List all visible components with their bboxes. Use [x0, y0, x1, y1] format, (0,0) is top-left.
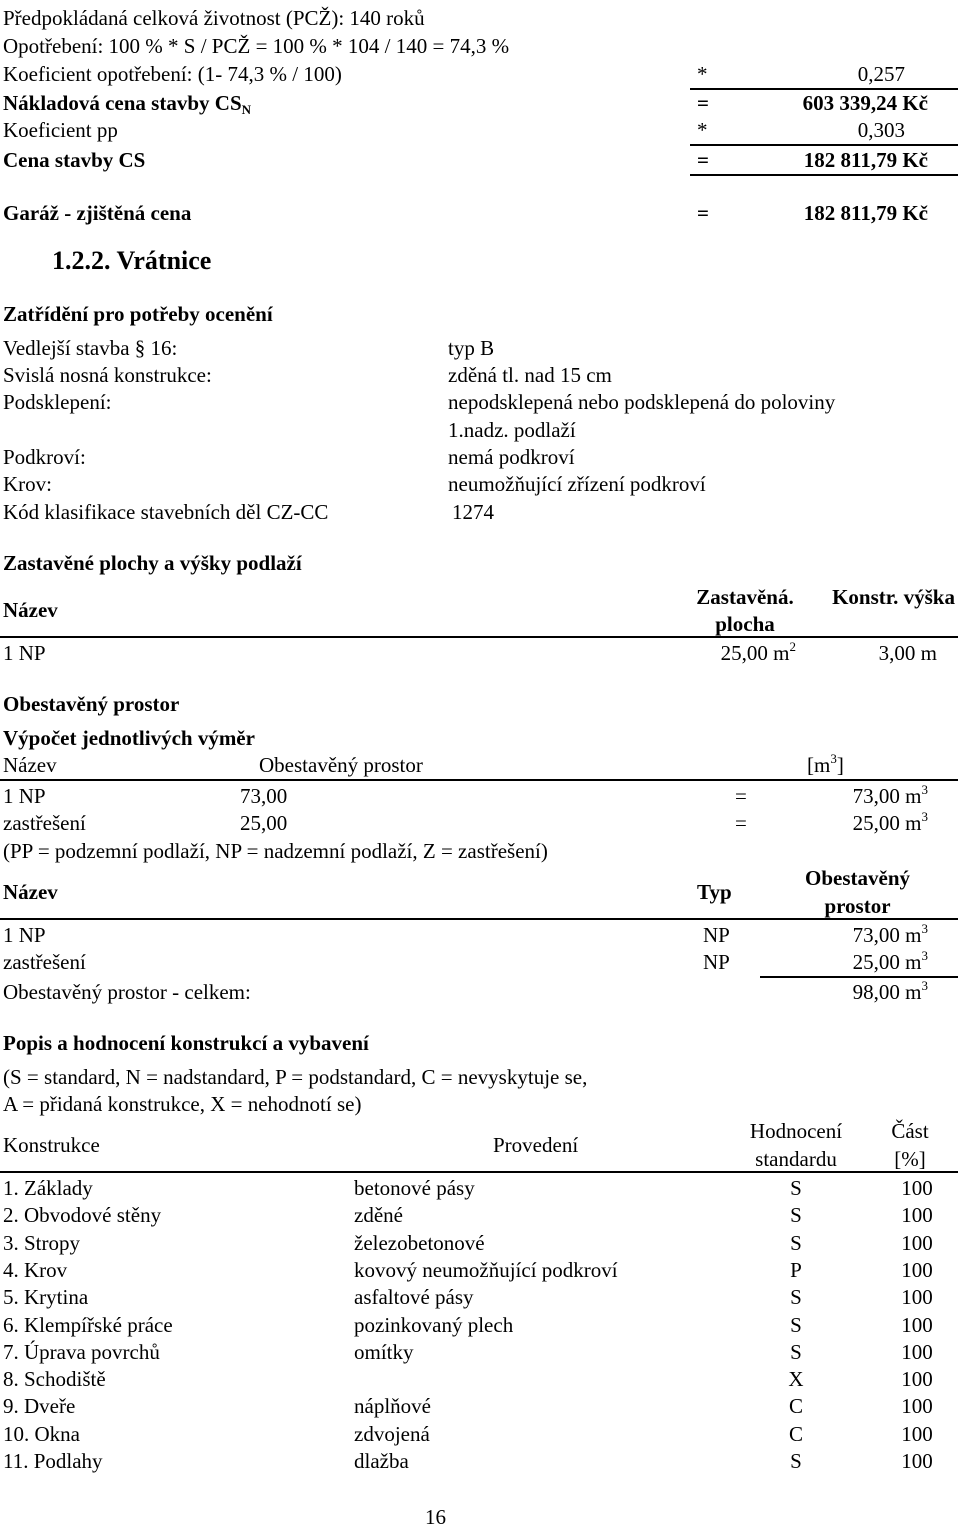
price-value: 182 811,79 Kč	[803, 148, 928, 172]
summary-col-volume-line2: prostor	[824, 894, 891, 918]
classification-label: Kód klasifikace stavebních děl CZ-CC	[3, 500, 329, 524]
volume-row-name: 1 NP	[3, 784, 46, 808]
construction-execution: zděné	[354, 1203, 403, 1227]
construction-part: 100	[901, 1258, 933, 1282]
volume-row-operator: =	[735, 811, 747, 835]
classification-value: nepodsklepená nebo podsklepená do poloviny	[448, 390, 836, 414]
classification-value: nemá podkroví	[448, 445, 575, 469]
pp-label: Koeficient pp	[3, 118, 118, 142]
construction-rating: S	[790, 1231, 802, 1255]
construction-execution: betonové pásy	[354, 1176, 475, 1200]
divider	[0, 636, 958, 638]
volume-row-result: 25,00 $m^3$	[852, 809, 928, 835]
construction-part: 100	[901, 1340, 933, 1364]
construction-execution: zdvojená	[354, 1422, 430, 1446]
volume-row-expression: 73,00	[240, 784, 288, 808]
classification-label: Podkroví:	[3, 445, 86, 469]
summary-row-type: NP	[703, 923, 730, 947]
floor-row-height: 3,00 m	[878, 641, 937, 665]
construction-execution: dlažba	[354, 1449, 409, 1473]
constructions-col-construction: Konstrukce	[3, 1133, 100, 1157]
wear-coef-operator: *	[697, 62, 708, 86]
classification-heading: Zatřídění pro potřeby ocenění	[3, 302, 273, 326]
summary-col-type: Typ	[697, 880, 732, 904]
construction-name: 9. Dveře	[3, 1394, 76, 1418]
pp-value: 0,303	[857, 118, 905, 142]
wear-coef-label: Koeficient opotřebení: (1- 74,3 % / 100)	[3, 62, 342, 86]
divider	[690, 174, 958, 176]
summary-row-name: 1 NP	[3, 923, 46, 947]
construction-part: 100	[901, 1203, 933, 1227]
cost-operator: =	[697, 91, 709, 115]
floor-row-area: 25,00 $m^2$	[720, 639, 796, 665]
floors-col-height: Konstr. výška	[832, 585, 955, 609]
floors-col-name: Název	[3, 598, 58, 622]
construction-name: 7. Úprava povrchů	[3, 1340, 160, 1364]
floors-col-area: Zastavěná.	[696, 585, 794, 609]
summary-row-volume: 73,00 $m^3$	[852, 921, 928, 947]
classification-value: zděná tl. nad 15 cm	[448, 363, 612, 387]
floors-col-area-line2: plocha	[715, 612, 775, 636]
summary-col-volume: Obestavěný	[805, 866, 910, 890]
price-label: Cena stavby CS	[3, 148, 146, 172]
constructions-heading: Popis a hodnocení konstrukcí a vybavení	[3, 1031, 369, 1055]
classification-value-continued: 1.nadz. podlaží	[448, 418, 576, 442]
classification-label: Podsklepení:	[3, 390, 112, 414]
construction-name: 11. Podlahy	[3, 1449, 103, 1473]
classification-label: Krov:	[3, 472, 52, 496]
classification-value: typ B	[448, 336, 495, 360]
divider	[0, 918, 958, 920]
constructions-col-part: Část	[891, 1119, 929, 1143]
floor-row-name: 1 NP	[3, 641, 46, 665]
constructions-legend-line2: A = přidaná konstrukce, X = nehodnotí se)	[3, 1092, 362, 1116]
floors-heading: Zastavěné plochy a výšky podlaží	[3, 551, 302, 575]
total-value: 98,00 $m^3$	[852, 978, 928, 1004]
construction-execution: pozinkovaný plech	[354, 1313, 514, 1337]
cost-label: Nákladová cena stavby $CS_N$	[3, 91, 252, 117]
divider	[760, 976, 958, 978]
construction-name: 1. Základy	[3, 1176, 93, 1200]
lifetime-line: Předpokládaná celková životnost (PCŽ): 140 roků	[3, 6, 425, 30]
construction-part: 100	[901, 1449, 933, 1473]
volume-col-volume: Obestavěný prostor	[259, 753, 423, 777]
classification-value: 1274	[452, 500, 494, 524]
construction-name: 8. Schodiště	[3, 1367, 106, 1391]
volume-calc-heading: Výpočet jednotlivých výměr	[3, 726, 255, 750]
volume-row-expression: 25,00	[240, 811, 288, 835]
construction-name: 10. Okna	[3, 1422, 80, 1446]
construction-rating: C	[788, 1394, 803, 1418]
construction-execution: železobetonové	[354, 1231, 485, 1255]
garage-operator: =	[697, 201, 709, 225]
construction-execution: asfaltové pásy	[354, 1285, 474, 1309]
construction-part: 100	[901, 1285, 933, 1309]
construction-execution: omítky	[354, 1340, 414, 1364]
volume-heading: Obestavěný prostor	[3, 692, 180, 716]
summary-col-name: Název	[3, 880, 58, 904]
garage-label: Garáž - zjištěná cena	[3, 201, 192, 225]
classification-label: Vedlejší stavba § 16:	[3, 336, 178, 360]
classification-value: neumožňující zřízení podkroví	[448, 472, 706, 496]
construction-rating: S	[790, 1176, 802, 1200]
constructions-col-rating: Hodnocení	[749, 1119, 843, 1143]
price-operator: =	[697, 148, 709, 172]
constructions-col-execution: Provedení	[493, 1133, 579, 1157]
construction-name: 5. Krytina	[3, 1285, 89, 1309]
pp-operator: *	[697, 118, 708, 142]
construction-execution: kovový neumožňující podkroví	[354, 1258, 618, 1282]
summary-row-type: NP	[703, 950, 730, 974]
construction-execution: náplňové	[354, 1394, 431, 1418]
construction-part: 100	[901, 1313, 933, 1337]
total-label: Obestavěný prostor - celkem:	[3, 980, 251, 1004]
divider	[690, 144, 958, 146]
construction-rating: S	[790, 1340, 802, 1364]
summary-row-name: zastřešení	[3, 950, 86, 974]
construction-part: 100	[901, 1231, 933, 1255]
construction-rating: S	[790, 1203, 802, 1227]
construction-part: 100	[901, 1422, 933, 1446]
construction-name: 3. Stropy	[3, 1231, 81, 1255]
volume-row-result: 73,00 $m^3$	[852, 782, 928, 808]
construction-name: 4. Krov	[3, 1258, 68, 1282]
divider	[0, 779, 958, 781]
cost-value: 603 339,24 Kč	[802, 91, 928, 115]
divider	[690, 88, 958, 90]
constructions-col-rating-line2: standardu	[755, 1147, 837, 1171]
constructions-col-part-line2: [%]	[894, 1147, 926, 1171]
volume-legend: (PP = podzemní podlaží, NP = nadzemní podlaží, Z = zastřešení)	[3, 839, 548, 863]
construction-rating: S	[790, 1313, 802, 1337]
construction-part: 100	[901, 1394, 933, 1418]
classification-label: Svislá nosná konstrukce:	[3, 363, 212, 387]
volume-row-operator: =	[735, 784, 747, 808]
section-title: 1.2.2. Vrátnice	[52, 246, 212, 275]
wear-line: Opotřebení: 100 % * S / PCŽ = 100 % * 104 / 140 = 74,3 %	[3, 34, 510, 58]
construction-part: 100	[901, 1367, 933, 1391]
volume-col-unit: $[m^3]$	[807, 751, 844, 777]
construction-rating: X	[788, 1367, 804, 1391]
construction-part: 100	[901, 1176, 933, 1200]
garage-value: 182 811,79 Kč	[803, 201, 928, 225]
construction-rating: S	[790, 1285, 802, 1309]
construction-name: 6. Klempířské práce	[3, 1313, 173, 1337]
volume-col-name: Název	[3, 753, 57, 777]
constructions-legend: (S = standard, N = nadstandard, P = podstandard, C = nevyskytuje se,	[3, 1065, 588, 1089]
construction-rating: P	[790, 1258, 802, 1282]
page-number: 16	[425, 1505, 446, 1529]
volume-row-name: zastřešení	[3, 811, 86, 835]
wear-coef-value: 0,257	[857, 62, 905, 86]
construction-rating: C	[788, 1422, 803, 1446]
divider	[0, 1171, 958, 1173]
summary-row-volume: 25,00 $m^3$	[852, 948, 928, 974]
construction-name: 2. Obvodové stěny	[3, 1203, 162, 1227]
construction-rating: S	[790, 1449, 802, 1473]
